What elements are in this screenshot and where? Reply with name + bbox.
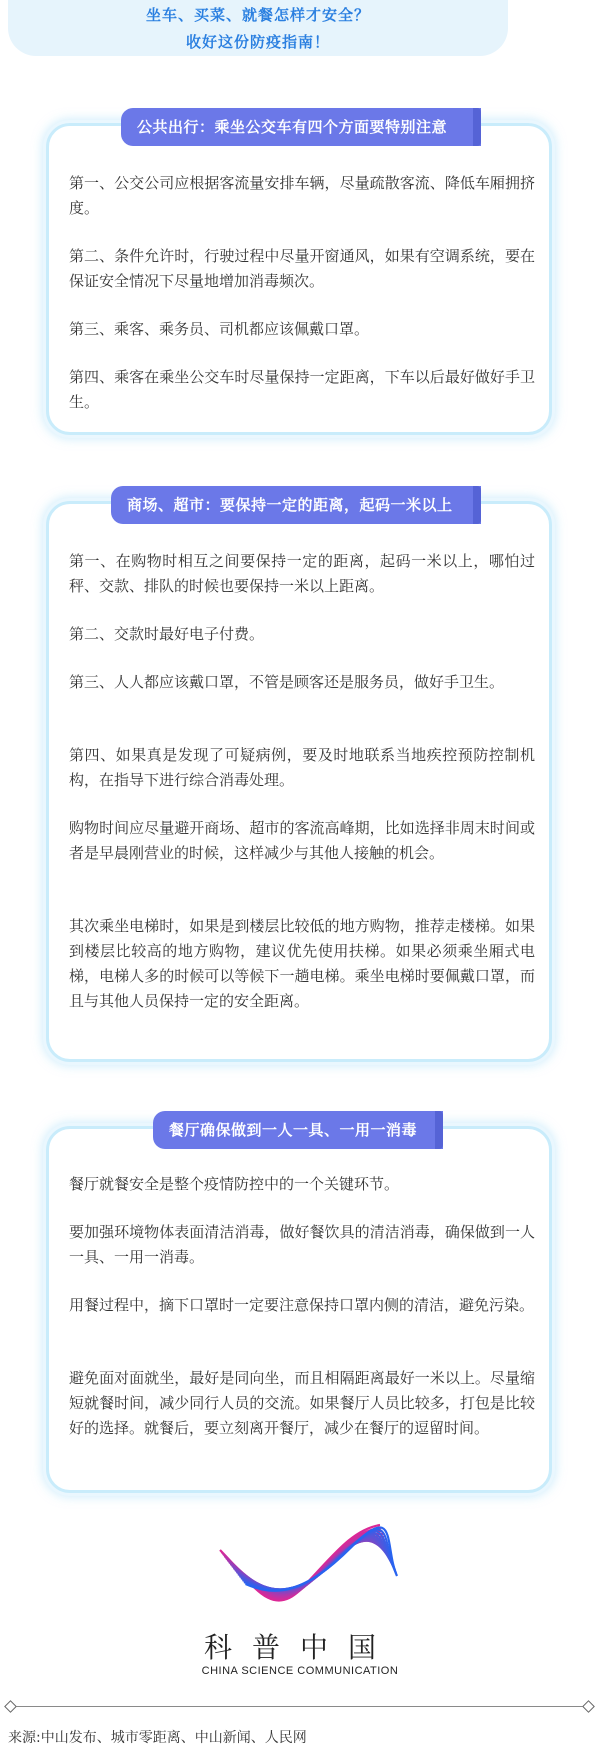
logo-name-cn: 科普中国 [203,1631,396,1664]
kepu-ribbon-icon [180,1520,420,1625]
paragraph: 要加强环境物体表面清洁消毒，做好餐饮具的清洁消毒，确保做到一人一具、一用一消毒。 [69,1223,535,1266]
section-title: 公共出行：乘坐公交车有四个方面要特别注意 [121,108,481,146]
section-title: 餐厅确保做到一人一具、一用一消毒 [153,1111,443,1149]
paragraph: 第一、公交公司应根据客流量安排车辆，尽量疏散客流、降低车厢拥挤度。 [69,174,535,217]
paragraph: 餐厅就餐安全是整个疫情防控中的一个关键环节。 [69,1175,400,1193]
paragraph: 购物时间应尽量避开商场、超市的客流高峰期，比如选择非周末时间或者是早晨刚营业的时候，这样减少与其他人接触的机会。 [69,819,535,862]
divider-diamond-left [4,1700,17,1713]
paragraph: 第四、如果真是发现了可疑病例，要及时地联系当地疾控预防控制机构，在指导下进行综合消毒处理。 [69,746,535,789]
paragraph: 第二、条件允许时，行驶过程中尽量开窗通风，如果有空调系统，要在保证安全情况下尽量地增加消毒频次。 [69,247,535,290]
header-line-1: 坐车、买菜、就餐怎样才安全？ [145,6,370,24]
paragraph: 第二、交款时最好电子付费。 [69,625,265,643]
kepu-china-logo [180,1520,420,1690]
paragraph: 第一、在购物时相互之间要保持一定的距离，起码一米以上，哪怕过秤、交款、排队的时候也要保持一米以上距离。 [69,552,535,595]
section-card-public-transport [46,118,552,435]
source-credit: 来源:中山发布、城市零距离、中山新闻、人民网 [8,1730,307,1746]
paragraph: 第三、乘客、乘务员、司机都应该佩戴口罩。 [69,320,370,338]
paragraph: 其次乘坐电梯时，如果是到楼层比较低的地方购物，推荐走楼梯。如果到楼层比较高的地方购物，建议优先使用扶梯。如果必须乘坐厢式电梯，电梯人多的时候可以等候下一趟电梯。乘坐电梯时要佩戴口罩，而且与其他人员保持一定的安全距离。 [69,917,535,1010]
footer-divider [10,1706,590,1707]
header-banner [8,0,508,56]
header-line-2: 收好这份防疫指南！ [185,33,330,51]
paragraph: 第四、乘客在乘坐公交车时尽量保持一定距离，下车以后最好做好手卫生。 [69,368,535,411]
logo-name-en: CHINA SCIENCE COMMUNICATION [201,1665,399,1677]
paragraph: 第三、人人都应该戴口罩，不管是顾客还是服务员，做好手卫生。 [69,673,505,691]
section-title: 商场、超市：要保持一定的距离，起码一米以上 [111,486,481,524]
section-card-malls-supermarkets [46,496,552,1062]
paragraph: 避免面对面就坐，最好是同向坐，而且相隔距离最好一米以上。尽量缩短就餐时间，减少同行人员的交流。如果餐厅人员比较多，打包是比较好的选择。就餐后，要立刻离开餐厅，减少在餐厅的逗留时间。 [69,1369,535,1437]
paragraph: 用餐过程中，摘下口罩时一定要注意保持口罩内侧的清洁，避免污染。 [69,1296,535,1314]
section-card-restaurants [46,1121,552,1493]
divider-diamond-right [582,1700,595,1713]
